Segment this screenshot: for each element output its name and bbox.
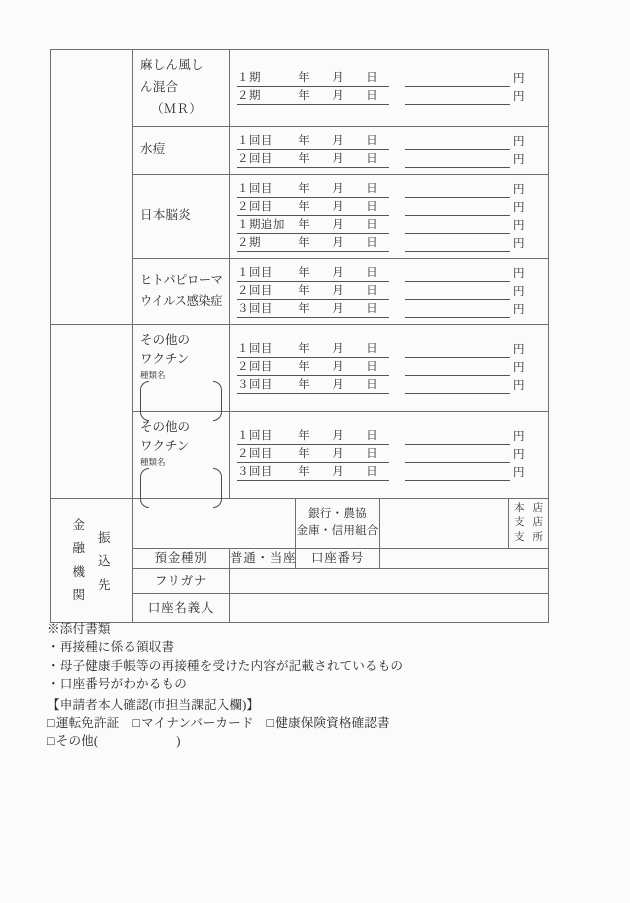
- year-label: 年: [298, 200, 310, 213]
- amount-rule[interactable]: [405, 266, 510, 282]
- dose-label: ３回目: [237, 302, 273, 315]
- month-label: 月: [332, 266, 344, 279]
- amount-rule[interactable]: [405, 182, 510, 198]
- day-label: 日: [366, 134, 378, 147]
- amount-input-line[interactable]: [405, 378, 527, 394]
- amount-input-line[interactable]: [405, 465, 527, 481]
- amount-rule[interactable]: [405, 465, 510, 481]
- vaccination-form-table-wrapper: [50, 49, 548, 623]
- dose-label: ２回目: [237, 361, 273, 374]
- year-label: 年: [298, 182, 310, 195]
- yen-label: 円: [513, 73, 525, 86]
- amount-input-line[interactable]: [405, 342, 527, 358]
- amount-rule[interactable]: [405, 218, 510, 234]
- bracket-right-icon: [213, 468, 222, 508]
- yen-label: 円: [513, 267, 525, 280]
- checkbox-label-my-number-card: マイナンバーカード: [141, 715, 254, 730]
- day-label: 日: [366, 182, 378, 195]
- vaccine-rows-body: [51, 50, 549, 499]
- year-label: 年: [298, 466, 310, 479]
- date-input-line[interactable]: [237, 360, 389, 376]
- amount-input-line[interactable]: [405, 447, 527, 463]
- furigana-label: フリガナ: [133, 569, 230, 594]
- checkbox-label-drivers-license: 運転免許証: [55, 715, 120, 730]
- attachments-title: ※添付書類: [47, 622, 111, 636]
- checkbox-health-insurance[interactable]: □: [266, 715, 275, 730]
- dose-entry-cell-mr: [230, 50, 549, 127]
- dose-list: [230, 127, 548, 174]
- date-input-line[interactable]: [237, 152, 389, 168]
- dose-row: [230, 446, 540, 463]
- amount-input-line[interactable]: [405, 266, 527, 282]
- vaccine-name-cell: [133, 126, 230, 174]
- dose-label: １回目: [237, 430, 273, 443]
- month-label: 月: [332, 72, 344, 85]
- institution-type-line: 金庫・信用組合: [296, 525, 379, 538]
- dose-label: １回目: [237, 134, 273, 147]
- amount-rule[interactable]: [405, 342, 510, 358]
- vertical-char: 金: [72, 518, 85, 533]
- amount-input-line[interactable]: [405, 284, 527, 300]
- furigana-input[interactable]: [230, 569, 549, 594]
- amount-rule[interactable]: [405, 89, 510, 105]
- year-label: 年: [298, 361, 310, 374]
- vaccine-name-line: ワクチン: [140, 439, 190, 453]
- date-input-line[interactable]: [237, 429, 389, 445]
- bank-rows-body: [51, 498, 549, 623]
- year-label: 年: [298, 236, 310, 249]
- yen-label: 円: [513, 362, 525, 375]
- checkbox-other[interactable]: □: [47, 734, 55, 749]
- month-label: 月: [332, 284, 344, 297]
- vaccine-name-line: ウイルス感染症: [140, 294, 222, 309]
- other-vaccine-name-cell: [133, 411, 230, 498]
- amount-input-line[interactable]: [405, 236, 527, 252]
- checkbox-my-number-card[interactable]: □: [132, 715, 141, 730]
- dose-label: ２回目: [237, 284, 273, 297]
- vertical-char: 融: [72, 541, 85, 556]
- amount-rule[interactable]: [405, 200, 510, 216]
- other-vaccine-name-cell: [133, 324, 230, 411]
- vaccine-name-hpv: [133, 265, 229, 318]
- dose-row: [230, 428, 540, 445]
- amount-input-line[interactable]: [405, 200, 527, 216]
- month-label: 月: [332, 448, 344, 461]
- other-vaccine-name-1: [133, 325, 229, 411]
- date-input-line[interactable]: [237, 89, 389, 105]
- year-label: 年: [298, 90, 310, 103]
- dose-label: ２回目: [237, 152, 273, 165]
- vaccine-name-mr: [133, 50, 229, 126]
- date-input-line[interactable]: [237, 200, 389, 216]
- month-label: 月: [332, 218, 344, 231]
- month-label: 月: [332, 236, 344, 249]
- day-label: 日: [366, 284, 378, 297]
- dose-label: １回目: [237, 266, 273, 279]
- dose-label: ３回目: [237, 466, 273, 479]
- dose-label: １回目: [237, 343, 273, 356]
- dose-list: [230, 335, 548, 400]
- day-label: 日: [366, 448, 378, 461]
- amount-input-line[interactable]: [405, 152, 527, 168]
- vaccine-name-line: 麻しん風し: [140, 58, 204, 72]
- dose-row: [230, 181, 540, 198]
- vertical-char: 関: [72, 587, 85, 602]
- year-label: 年: [298, 343, 310, 356]
- day-label: 日: [366, 379, 378, 392]
- date-input-line[interactable]: [237, 71, 389, 87]
- day-label: 日: [366, 361, 378, 374]
- vertical-label-transfer-destination: [98, 514, 111, 607]
- institution-type-label: [296, 498, 380, 548]
- dose-entry-cell-hpv: [230, 258, 549, 324]
- date-input-line[interactable]: [237, 182, 389, 198]
- vaccine-name-line: ヒトパピローマ: [140, 272, 223, 287]
- footer-notes: [47, 620, 587, 751]
- dose-label: ２回目: [237, 448, 273, 461]
- dose-row: [230, 283, 540, 300]
- account-holder-input[interactable]: [230, 594, 549, 623]
- year-label: 年: [298, 134, 310, 147]
- dose-row: [230, 217, 540, 234]
- month-label: 月: [332, 430, 344, 443]
- day-label: 日: [366, 218, 378, 231]
- vaccine-name-varicella: [133, 134, 229, 166]
- branch-type-grid: [509, 499, 548, 548]
- vaccination-form-table: [50, 49, 549, 499]
- month-label: 月: [332, 302, 344, 315]
- amount-input-line[interactable]: [405, 134, 527, 150]
- vaccine-name-line: ワクチン: [140, 352, 190, 366]
- day-label: 日: [366, 466, 378, 479]
- bracket-left-icon: [140, 468, 149, 508]
- amount-input-line[interactable]: [405, 218, 527, 234]
- amount-input-line[interactable]: [405, 71, 527, 87]
- yen-label: 円: [513, 431, 525, 444]
- month-label: 月: [332, 200, 344, 213]
- dose-label: ２回目: [237, 200, 273, 213]
- vertical-char: 機: [72, 564, 85, 579]
- attachment-item: ・再接種に係る領収書: [47, 640, 175, 655]
- amount-rule[interactable]: [405, 71, 510, 87]
- yen-label: 円: [513, 183, 525, 196]
- deposit-type-options[interactable]: 普通・当座: [230, 549, 296, 569]
- other-vaccine-name-2: [133, 412, 229, 498]
- amount-rule[interactable]: [405, 134, 510, 150]
- amount-rule[interactable]: [405, 152, 510, 168]
- vertical-char: 込: [98, 554, 111, 569]
- day-label: 日: [366, 200, 378, 213]
- dose-row: [230, 235, 540, 252]
- date-input-line[interactable]: [237, 447, 389, 463]
- amount-rule[interactable]: [405, 378, 510, 394]
- day-label: 日: [366, 72, 378, 85]
- year-label: 年: [298, 72, 310, 85]
- month-label: 月: [332, 361, 344, 374]
- vaccine-name-line: 水痘: [140, 142, 166, 157]
- branch-type-char: 本: [514, 502, 525, 514]
- vertical-char: 振: [98, 531, 111, 546]
- dose-label: ２期: [237, 90, 261, 103]
- yen-label: 円: [513, 380, 525, 393]
- date-input-line[interactable]: [237, 236, 389, 252]
- amount-input-line[interactable]: [405, 89, 527, 105]
- dose-entry-cell-je: [230, 174, 549, 258]
- dose-list: [230, 259, 548, 324]
- amount-rule[interactable]: [405, 302, 510, 318]
- dose-entry-cell-other-1: [230, 324, 549, 411]
- amount-rule[interactable]: [405, 236, 510, 252]
- dose-row: [230, 377, 540, 394]
- yen-label: 円: [513, 237, 525, 250]
- amount-rule[interactable]: [405, 429, 510, 445]
- yen-label: 円: [513, 201, 525, 214]
- vaccine-name-line: その他の: [140, 419, 191, 434]
- checkbox-label-other-prefix: その他(: [55, 734, 99, 749]
- vaccine-name-cell: [133, 174, 230, 258]
- month-label: 月: [332, 182, 344, 195]
- day-label: 日: [366, 430, 378, 443]
- vaccine-name-line: （ＭＲ）: [151, 101, 203, 116]
- vaccine-name-cell: [133, 50, 230, 127]
- yen-label: 円: [513, 285, 525, 298]
- dose-row: [230, 341, 540, 358]
- dose-row: [230, 359, 540, 376]
- account-number-label: 口座番号: [296, 549, 380, 569]
- amount-input-line[interactable]: [405, 360, 527, 376]
- date-input-line[interactable]: [237, 266, 389, 282]
- dose-label: １期: [237, 72, 261, 85]
- dose-entry-cell-other-2: [230, 411, 549, 498]
- yen-label: 円: [513, 344, 525, 357]
- branch-type-cell: [509, 498, 549, 548]
- identity-checkbox-row-1: [47, 714, 587, 732]
- date-input-line[interactable]: [237, 465, 389, 481]
- yen-label: 円: [513, 91, 525, 104]
- yen-label: 円: [513, 449, 525, 462]
- vaccine-name-cell: [133, 258, 230, 324]
- branch-name-input[interactable]: [380, 498, 509, 548]
- yen-label: 円: [513, 153, 525, 166]
- year-label: 年: [298, 218, 310, 231]
- checkbox-label-health-insurance: 健康保険資格確認書: [275, 715, 390, 730]
- dose-row: [230, 151, 540, 168]
- amount-input-line[interactable]: [405, 302, 527, 318]
- branch-type-char: 店: [532, 502, 543, 514]
- dose-label: １期追加: [237, 218, 285, 231]
- dose-list: [230, 175, 548, 258]
- branch-type-char: 所: [532, 531, 543, 543]
- vaccine-kind-label: 種類名: [140, 457, 166, 468]
- dose-row: [230, 70, 540, 87]
- dose-label: ３回目: [237, 379, 273, 392]
- deposit-type-label: 預金種別: [133, 549, 230, 569]
- vaccine-kind-label: 種類名: [140, 370, 166, 381]
- day-label: 日: [366, 343, 378, 356]
- bank-section-vertical-label: [51, 498, 133, 623]
- year-label: 年: [298, 266, 310, 279]
- date-input-line[interactable]: [237, 302, 389, 318]
- year-label: 年: [298, 284, 310, 297]
- branch-type-char: 支: [514, 517, 525, 529]
- branch-type-char: 店: [532, 517, 543, 529]
- dose-row: [230, 464, 540, 481]
- vertical-label-group: [51, 508, 132, 613]
- vaccine-name-je: [133, 200, 229, 232]
- table-row: [51, 498, 549, 548]
- yen-label: 円: [513, 303, 525, 316]
- year-label: 年: [298, 430, 310, 443]
- month-label: 月: [332, 152, 344, 165]
- dose-label: １回目: [237, 182, 273, 195]
- amount-input-line[interactable]: [405, 429, 527, 445]
- vaccine-name-line: ん混合: [140, 79, 179, 94]
- date-input-line[interactable]: [237, 284, 389, 300]
- dose-list: [230, 64, 548, 111]
- dose-row: [230, 133, 540, 150]
- vertical-label-financial-institution: [72, 514, 85, 607]
- checkbox-drivers-license[interactable]: □: [47, 715, 55, 730]
- dose-label: ２期: [237, 236, 261, 249]
- account-number-input[interactable]: [380, 549, 549, 569]
- dose-entry-cell-varicella: [230, 126, 549, 174]
- vaccine-name-line: その他の: [140, 332, 191, 347]
- amount-rule[interactable]: [405, 447, 510, 463]
- checkbox-label-other-suffix: ): [176, 734, 181, 749]
- bank-transfer-table: [50, 498, 549, 624]
- vaccine-name-line: 日本脳炎: [140, 208, 192, 223]
- year-label: 年: [298, 379, 310, 392]
- dose-row: [230, 88, 540, 105]
- date-input-line[interactable]: [237, 378, 389, 394]
- month-label: 月: [332, 379, 344, 392]
- branch-type-char: 支: [514, 531, 525, 543]
- dose-row: [230, 199, 540, 216]
- year-label: 年: [298, 152, 310, 165]
- day-label: 日: [366, 266, 378, 279]
- date-input-line[interactable]: [237, 218, 389, 234]
- vaccine-kind-input-bracket[interactable]: [140, 468, 222, 508]
- amount-rule[interactable]: [405, 284, 510, 300]
- year-label: 年: [298, 448, 310, 461]
- identity-checkbox-row-2: [47, 732, 587, 750]
- dose-row: [230, 265, 540, 282]
- attachment-item: ・口座番号がわかるもの: [47, 677, 187, 692]
- yen-label: 円: [513, 219, 525, 232]
- dose-list: [230, 422, 548, 487]
- month-label: 月: [332, 466, 344, 479]
- month-label: 月: [332, 343, 344, 356]
- date-input-line[interactable]: [237, 342, 389, 358]
- yen-label: 円: [513, 467, 525, 480]
- dose-row: [230, 301, 540, 318]
- account-holder-label: 口座名義人: [133, 594, 230, 623]
- table-row: [51, 324, 549, 411]
- vaccine-category-cell-other: [51, 324, 133, 498]
- year-label: 年: [298, 302, 310, 315]
- date-input-line[interactable]: [237, 134, 389, 150]
- day-label: 日: [366, 152, 378, 165]
- day-label: 日: [366, 236, 378, 249]
- month-label: 月: [332, 134, 344, 147]
- day-label: 日: [366, 90, 378, 103]
- identity-verification-title: 【申請者本人確認(市担当課記入欄)】: [47, 697, 260, 712]
- day-label: 日: [366, 302, 378, 315]
- vertical-char: 先: [98, 577, 111, 592]
- attachment-item: ・母子健康手帳等の再接種を受けた内容が記載されているもの: [47, 658, 404, 673]
- institution-type-line: 銀行・農協: [308, 507, 367, 520]
- vaccine-category-cell-routine: [51, 50, 133, 325]
- month-label: 月: [332, 90, 344, 103]
- amount-input-line[interactable]: [405, 182, 527, 198]
- table-row: [51, 50, 549, 127]
- yen-label: 円: [513, 135, 525, 148]
- amount-rule[interactable]: [405, 360, 510, 376]
